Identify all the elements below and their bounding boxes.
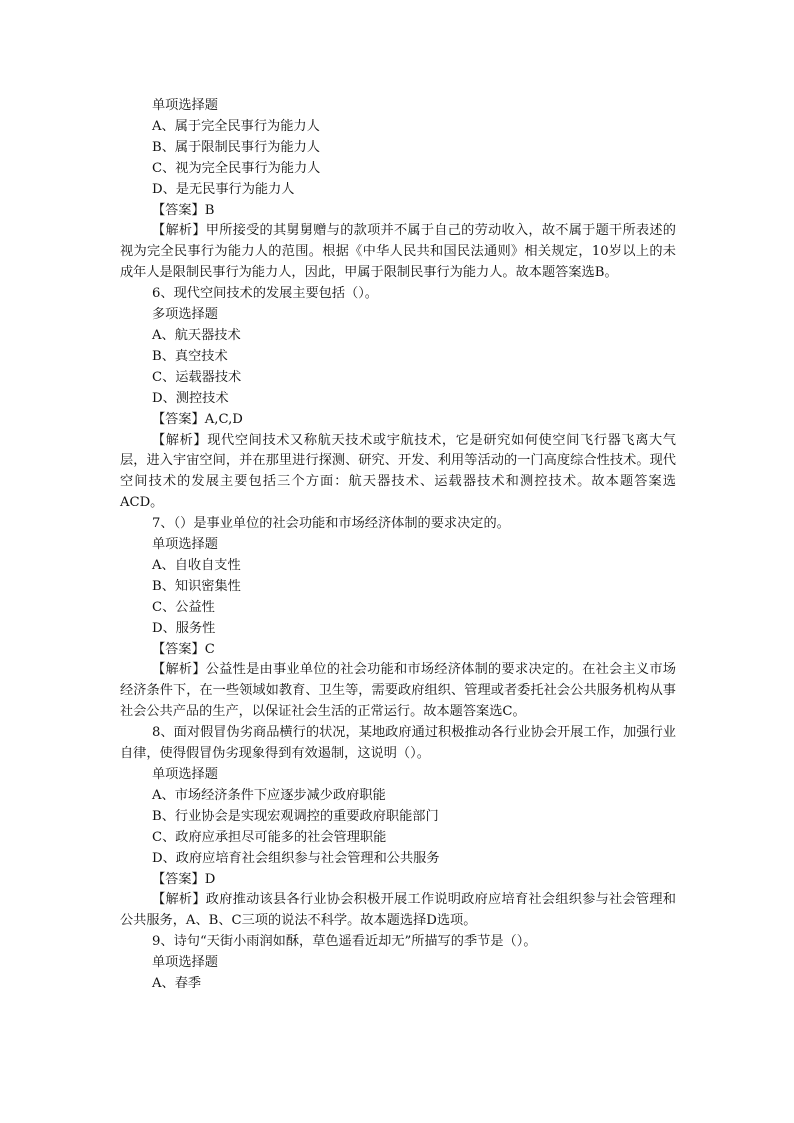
text-line: A、市场经济条件下应逐步减少政府职能 (152, 787, 386, 803)
document-body (120, 96, 676, 995)
paragraph: 【解析】公益性是由事业单位的社会功能和市场经济体制的要求决定的。在社会主义市场经济条件下，在一些领域如教育、卫生等，需要政府组织、管理或者委托社会公共服务机构从事社会公共产品的生产，以保证社会生活的正常运行。故本题答案选C。 (120, 662, 676, 720)
text-line: C、公益性 (152, 599, 215, 615)
paragraph: 【解析】政府推动该县各行业协会积极开展工作说明政府应培育社会组织参与社会管理和公共服务，A、B、C三项的说法不科学。故本题选择D选项。 (120, 892, 676, 929)
text-line: D、政府应培育社会组织参与社会管理和公共服务 (152, 850, 440, 866)
text-line: B、真空技术 (152, 348, 228, 364)
text-line: C、运载器技术 (152, 369, 242, 385)
text-line: 多项选择题 (152, 307, 218, 323)
text-line: 6、现代空间技术的发展主要包括（）。 (152, 286, 378, 302)
text-line: D、测控技术 (152, 390, 229, 406)
text-line: 单项选择题 (152, 537, 218, 553)
text-line: B、知识密集性 (152, 578, 241, 594)
paragraph: 8、面对假冒伪劣商品横行的状况，某地政府通过积极推动各行业协会开展工作，加强行业自律，使得假冒伪劣现象得到有效遏制，这说明（）。 (120, 725, 676, 762)
text-line: 单项选择题 (152, 98, 218, 113)
text-line: 【答案】A,C,D (152, 411, 243, 427)
text-line: C、政府应承担尽可能多的社会管理职能 (152, 829, 387, 845)
text-line: 【答案】C (152, 641, 215, 657)
text-line: 单项选择题 (152, 955, 218, 971)
text-line: C、视为完全民事行为能力人 (152, 160, 321, 176)
text-line: A、航天器技术 (152, 327, 241, 343)
text-line: D、是无民事行为能力人 (152, 181, 295, 197)
paragraph: 【解析】甲所接受的其舅舅赠与的款项并不属于自己的劳动收入，故不属于题干所表述的视为完全民事行为能力人的范围。根据《中华人民共和国民法通则》相关规定，10岁以上的未成年人是限制民事行为能力人，因此，甲属于限制民事行为能力人。故本题答案选B。 (120, 223, 676, 281)
text-line: B、属于限制民事行为能力人 (152, 139, 320, 155)
text-line: 单项选择题 (152, 767, 218, 782)
text-line: A、春季 (152, 976, 202, 992)
text-line: A、属于完全民事行为能力人 (152, 118, 320, 134)
paragraph: 【解析】现代空间技术又称航天技术或宇航技术，它是研究如何使空间飞行器飞离大气层，进入宇宙空间，并在那里进行探测、研究、开发、利用等活动的一门高度综合性技术。现代空间技术的发展主要包括三个方面：航天器技术、运载器技术和测控技术。故本题答案选ACD。 (120, 432, 676, 511)
text-line: 9、诗句“天街小雨润如酥，草色遥看近却无”所描写的季节是（）。 (152, 934, 537, 950)
text-line: A、自收自支性 (152, 557, 241, 573)
text-line: 【答案】D (152, 871, 216, 887)
text-line: B、行业协会是实现宏观调控的重要政府职能部门 (152, 808, 439, 824)
text-line: 7、（）是事业单位的社会功能和市场经济体制的要求决定的。 (152, 516, 510, 532)
text-line: D、服务性 (152, 620, 216, 636)
text-line: 【答案】B (152, 202, 215, 218)
